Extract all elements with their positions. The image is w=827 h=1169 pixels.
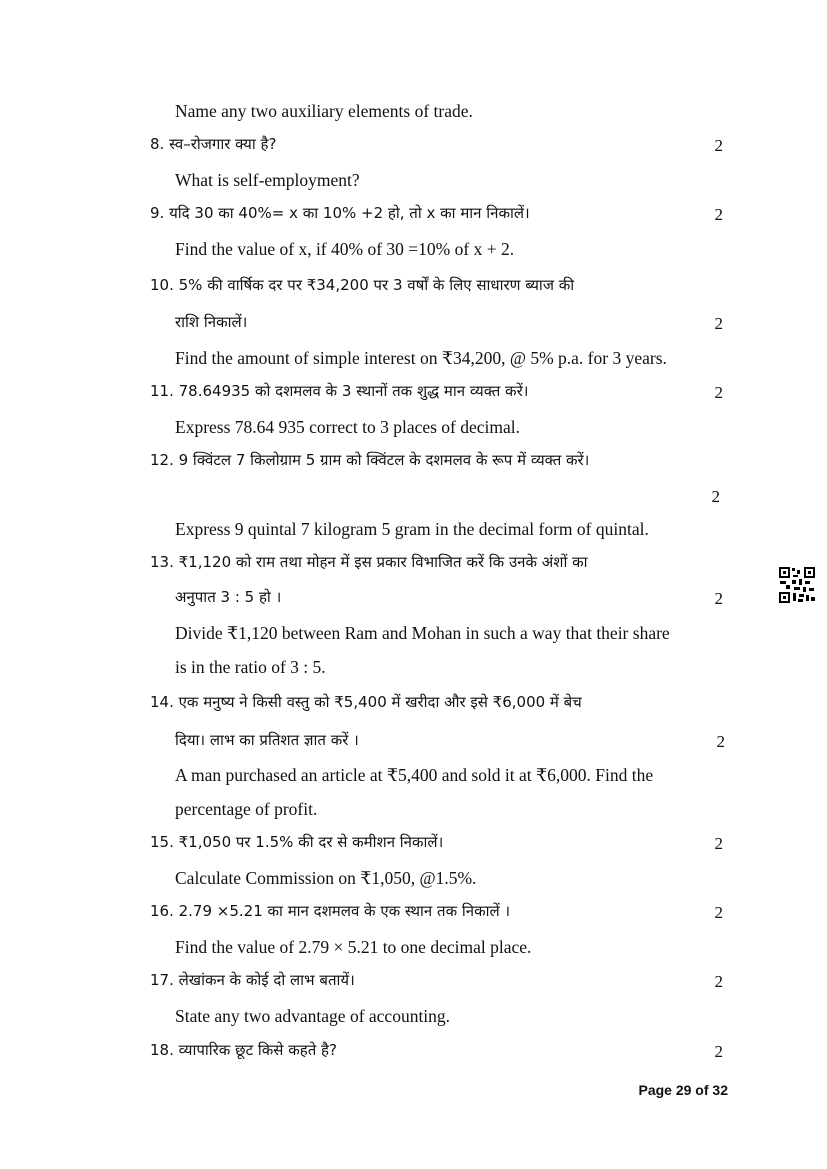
marks-value: 2 xyxy=(714,903,723,922)
question-line: अनुपात 3 : 5 हो । xyxy=(175,588,282,606)
question-line: percentage of profit. xyxy=(175,799,318,819)
marks-value: 2 xyxy=(714,383,723,402)
question-line: What is self-employment? xyxy=(175,170,360,190)
marks-value: 2 xyxy=(714,314,723,333)
page-footer xyxy=(638,1082,728,1098)
question-line: 14. एक मनुष्य ने किसी वस्तु को ₹5,400 में खरीदा और इसे ₹6,000 में बेच xyxy=(150,693,582,711)
marks-value: 2 xyxy=(714,834,723,853)
page-current: 29 xyxy=(675,1082,692,1098)
question-line: दिया। लाभ का प्रतिशत ज्ञात करें । xyxy=(175,731,359,749)
page-total: 32 xyxy=(712,1082,728,1098)
marks-value: 2 xyxy=(716,732,725,751)
question-line: Find the value of x, if 40% of 30 =10% of x + 2. xyxy=(175,239,515,259)
question-line: Calculate Commission on ₹1,050, @1.5%. xyxy=(175,868,477,888)
marks-value: 2 xyxy=(714,972,723,991)
marks-value: 2 xyxy=(714,589,723,608)
marks-value: 2 xyxy=(714,136,723,155)
marks-value: 2 xyxy=(714,1042,723,1061)
question-line: Express 78.64 935 correct to 3 places of decimal. xyxy=(175,417,521,437)
footer-sep: of xyxy=(691,1082,713,1098)
qr-code-icon xyxy=(778,566,816,604)
question-line: 11. 78.64935 को दशमलव के 3 स्थानों तक शुद्ध मान व्यक्त करें। xyxy=(150,382,529,400)
question-line: 8. स्व–रोजगार क्या है? xyxy=(150,135,277,153)
question-line: 18. व्यापारिक छूट किसे कहते है? xyxy=(150,1041,337,1059)
footer-prefix: Page xyxy=(638,1082,676,1098)
question-line: 15. ₹1,050 पर 1.5% की दर से कमीशन निकालें। xyxy=(150,833,444,851)
marks-value: 2 xyxy=(714,205,723,224)
question-line: 17. लेखांकन के कोई दो लाभ बतायें। xyxy=(150,971,355,989)
question-line: 13. ₹1,120 को राम तथा मोहन में इस प्रकार विभाजित करें कि उनके अंशों का xyxy=(150,553,588,571)
question-line: 16. 2.79 ×5.21 का मान दशमलव के एक स्थान तक निकालें । xyxy=(150,902,511,920)
question-line: 10. 5% की वार्षिक दर पर ₹34,200 पर 3 वर्षों के लिए साधारण ब्याज की xyxy=(150,276,575,294)
question-line: राशि निकालें। xyxy=(175,313,248,331)
question-line: 9. यदि 30 का 40%= x का 10% +2 हो, तो x का मान निकालें। xyxy=(150,204,530,222)
question-line: is in the ratio of 3 : 5. xyxy=(175,657,326,677)
question-line: Name any two auxiliary elements of trade. xyxy=(175,101,473,121)
question-line: Find the amount of simple interest on ₹34,200, @ 5% p.a. for 3 years. xyxy=(175,348,667,368)
question-line: A man purchased an article at ₹5,400 and sold it at ₹6,000. Find the xyxy=(175,765,654,785)
question-line: 12. 9 क्विंटल 7 किलोग्राम 5 ग्राम को क्विंटल के दशमलव के रूप में व्यक्त करें। xyxy=(150,451,590,469)
question-line: Divide ₹1,120 between Ram and Mohan in such a way that their share xyxy=(175,623,670,643)
question-line: State any two advantage of accounting. xyxy=(175,1006,451,1026)
question-line: Express 9 quintal 7 kilogram 5 gram in the decimal form of quintal. xyxy=(175,519,649,539)
marks-value: 2 xyxy=(711,487,720,506)
question-line: Find the value of 2.79 × 5.21 to one decimal place. xyxy=(175,937,532,957)
